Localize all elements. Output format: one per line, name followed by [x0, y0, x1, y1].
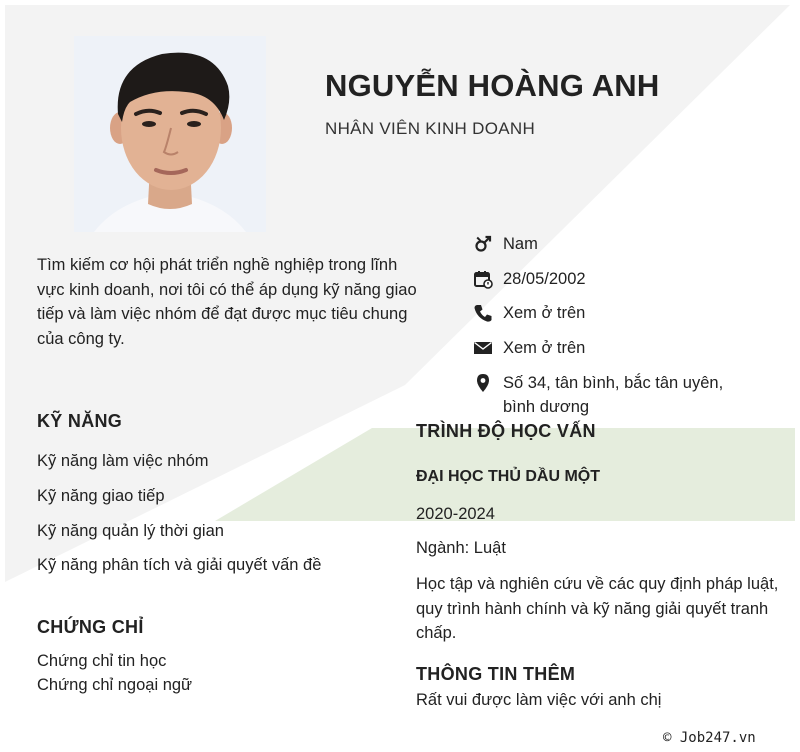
contact-email: [473, 338, 585, 360]
skill-item: Kỹ năng quản lý thời gian: [37, 522, 224, 540]
extra-info-title: THÔNG TIN THÊM: [416, 664, 576, 684]
education-title: TRÌNH ĐỘ HỌC VẤN: [416, 421, 596, 441]
footer-credit: © Job247.vn: [663, 730, 756, 746]
certificate-item: Chứng chỉ ngoại ngữ: [37, 676, 193, 694]
contact-address: [473, 373, 743, 419]
major: Ngành: Luật: [416, 539, 506, 557]
address-value: Số 34, tân bình, bắc tân uyên, bình dương: [503, 374, 724, 416]
email-value: Xem ở trên: [503, 339, 586, 357]
career-objective: Tìm kiếm cơ hội phát triển nghề nghiệp trong lĩnh vực kinh doanh, nơi tôi có thể áp dụng kỹ năng giao tiếp và làm việc nhóm để đạt được mục tiêu chung của công ty.: [37, 256, 417, 348]
contact-phone: [473, 303, 585, 325]
job-title: NHÂN VIÊN KINH DOANH: [325, 119, 536, 138]
contact-gender: [473, 234, 538, 256]
birthday-value: 28/05/2002: [503, 270, 586, 288]
candidate-name: NGUYỄN HOÀNG ANH: [325, 68, 660, 103]
skill-item: Kỹ năng phân tích và giải quyết vấn đề: [37, 556, 322, 574]
school-name: ĐẠI HỌC THỦ DẦU MỘT: [416, 468, 600, 485]
extra-info-text: Rất vui được làm việc với anh chị: [416, 691, 662, 709]
skill-item: Kỹ năng làm việc nhóm: [37, 452, 209, 470]
study-period: 2020-2024: [416, 505, 495, 523]
phone-icon: [473, 303, 493, 323]
envelope-icon: [473, 338, 493, 358]
contact-birthday: [473, 269, 586, 291]
skills-title: KỸ NĂNG: [37, 411, 123, 431]
calendar-icon: [473, 269, 493, 289]
skill-item: Kỹ năng giao tiếp: [37, 487, 165, 505]
location-pin-icon: [473, 373, 493, 393]
gender-value: Nam: [503, 235, 538, 253]
certificates-title: CHỨNG CHỈ: [37, 617, 144, 637]
phone-value: Xem ở trên: [503, 304, 586, 322]
education-description: Học tập và nghiên cứu về các quy định pháp luật, quy trình hành chính và kỹ năng giải quyết tranh chấp.: [416, 575, 779, 642]
profile-photo: [74, 36, 266, 232]
gender-icon: [473, 234, 493, 254]
certificate-item: Chứng chỉ tin học: [37, 652, 167, 670]
